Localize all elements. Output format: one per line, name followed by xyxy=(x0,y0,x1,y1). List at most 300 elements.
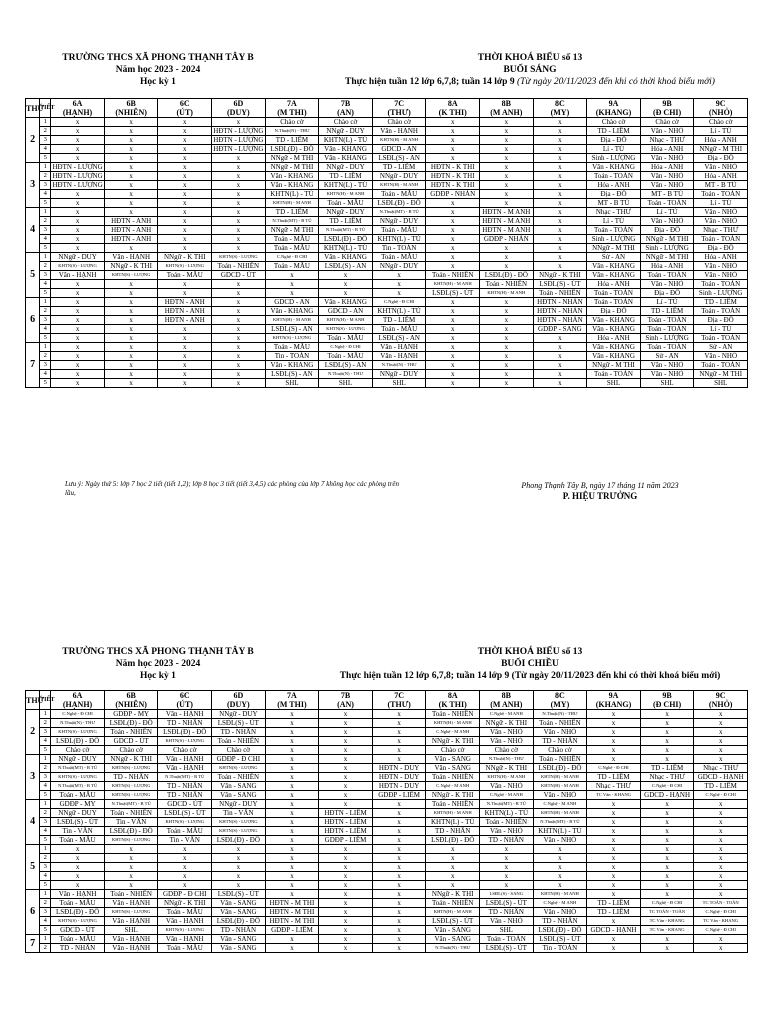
lesson-cell: x xyxy=(372,935,426,944)
lesson-cell: x xyxy=(319,764,373,773)
lesson-cell: Văn - SANG xyxy=(426,755,480,764)
day-cell: 7 xyxy=(26,935,40,953)
lesson-cell: x xyxy=(426,235,480,244)
period-number: 2 xyxy=(40,809,51,818)
lesson-cell: Văn - NHỎ xyxy=(480,917,534,926)
lesson-cell: Toán - TOÀN xyxy=(587,298,641,307)
lesson-cell: x xyxy=(372,289,426,298)
lesson-cell: Văn - HẠNH xyxy=(104,917,158,926)
class-teacher: (Đ CHI) xyxy=(652,108,682,117)
lesson-cell: HĐTN - K THI xyxy=(426,172,480,181)
lesson-cell: GDĐP - LIÊM xyxy=(372,791,426,800)
class-header xyxy=(104,99,158,118)
lesson-cell: LSĐL(S) - AN xyxy=(319,361,373,370)
lesson-cell: Văn - SANG xyxy=(212,908,266,917)
col-tiet: TIẾT xyxy=(40,691,51,710)
lesson-cell: Lí - TÚ xyxy=(640,298,694,307)
lesson-cell: x xyxy=(480,298,534,307)
lesson-cell: x xyxy=(480,199,534,208)
school-year: Năm học 2023 - 2024 xyxy=(115,659,201,669)
lesson-cell: LSĐL(S) - ÚT xyxy=(212,890,266,899)
lesson-cell: x xyxy=(104,307,158,316)
lesson-cell: x xyxy=(372,280,426,289)
lesson-cell: x xyxy=(694,719,748,728)
lesson-cell: x xyxy=(104,854,158,863)
class-teacher: (DUY) xyxy=(227,108,250,117)
header-row xyxy=(26,691,748,710)
class-header xyxy=(640,99,694,118)
lesson-cell: TD - LIÊM xyxy=(640,764,694,773)
lesson-cell: GDĐP - LIÊM xyxy=(319,836,373,845)
lesson-cell: N.Thuật(MT) - B TÚ xyxy=(372,208,426,217)
class-header xyxy=(319,99,373,118)
class-teacher: (NHIÊN) xyxy=(115,108,147,117)
period-row xyxy=(26,325,748,334)
lesson-cell: x xyxy=(480,334,534,343)
class-code: 6A xyxy=(72,691,83,700)
lesson-cell: N.Thuật(N) - THƯ xyxy=(51,719,105,728)
period-row xyxy=(26,163,748,172)
lesson-cell: NNgữ - M THI xyxy=(265,226,319,235)
sign-date: Phong Thạnh Tây B, ngày 17 tháng 11 năm 2023 xyxy=(521,481,679,490)
period-row xyxy=(26,289,748,298)
lesson-cell: x xyxy=(640,737,694,746)
lesson-cell: TD - NHÂN xyxy=(158,719,212,728)
lesson-cell: x xyxy=(265,863,319,872)
lesson-cell: HĐTN - DUY xyxy=(372,773,426,782)
lesson-cell: Văn - HẠNH xyxy=(158,764,212,773)
lesson-cell: NNgữ - DUY xyxy=(372,262,426,271)
subtitle-note: (Từ ngày 20/11/2023 đến khi có thời khoá biểu mới) xyxy=(516,77,715,87)
lesson-cell: x xyxy=(533,208,587,217)
period-row xyxy=(26,719,748,728)
lesson-cell: GDĐP - SANG xyxy=(533,325,587,334)
lesson-cell: x xyxy=(319,289,373,298)
lesson-cell: KHTN(S) - LƯỢNG xyxy=(158,737,212,746)
lesson-cell: x xyxy=(533,163,587,172)
lesson-cell: KHTN(L) - TÚ xyxy=(372,235,426,244)
period-row xyxy=(26,361,748,370)
lesson-cell: Địa - ĐỒ xyxy=(694,244,748,253)
lesson-cell: x xyxy=(587,845,641,854)
lesson-cell: x xyxy=(104,863,158,872)
lesson-cell: Toán - NHIÊN xyxy=(426,899,480,908)
lesson-cell: x xyxy=(533,370,587,379)
lesson-cell: x xyxy=(640,935,694,944)
lesson-cell: x xyxy=(372,728,426,737)
lesson-cell: x xyxy=(319,800,373,809)
lesson-cell: x xyxy=(51,334,105,343)
lesson-cell: KHTN(H) - M ANH xyxy=(480,289,534,298)
lesson-cell: Văn - KHANG xyxy=(587,352,641,361)
lesson-cell: x xyxy=(265,827,319,836)
lesson-cell: NNgữ - M THI xyxy=(694,370,748,379)
lesson-cell: GDĐP - LIÊM xyxy=(265,926,319,935)
class-header xyxy=(372,691,426,710)
period-number: 3 xyxy=(40,316,51,325)
lesson-cell: Toán - MẪU xyxy=(372,325,426,334)
lesson-cell: SHL xyxy=(694,379,748,388)
lesson-cell: KHTN(H) - M ANH xyxy=(319,190,373,199)
class-code: 9A xyxy=(608,691,619,700)
lesson-cell: x xyxy=(533,863,587,872)
subtitle-text: Thực hiện tuần 12 lớp 6,7,8; tuần 14 lớp 9 xyxy=(345,77,515,87)
lesson-cell: x xyxy=(104,845,158,854)
lesson-cell: Sử - AN xyxy=(694,343,748,352)
lesson-cell: x xyxy=(158,136,212,145)
period-row xyxy=(26,773,748,782)
lesson-cell: x xyxy=(212,872,266,881)
lesson-cell: GDĐP - NHÀN xyxy=(426,190,480,199)
lesson-cell: KHTN(S) - LƯỢNG xyxy=(51,262,105,271)
signer-title: P. HIỆU TRƯỞNG xyxy=(562,491,638,501)
lesson-cell: HĐTN - K THI xyxy=(426,181,480,190)
lesson-cell: x xyxy=(212,154,266,163)
lesson-cell: Văn - SANG xyxy=(212,899,266,908)
lesson-cell: HĐTN - DUY xyxy=(372,782,426,791)
class-code: 6D xyxy=(233,99,244,108)
lesson-cell: Tin - VÂN xyxy=(104,818,158,827)
lesson-cell: LSĐL(Đ) - ĐỒ xyxy=(212,917,266,926)
lesson-cell: x xyxy=(319,782,373,791)
lesson-cell: x xyxy=(319,890,373,899)
period-number: 5 xyxy=(40,836,51,845)
lesson-cell: Văn - NHỎ xyxy=(694,271,748,280)
lesson-cell: Toán - MẪU xyxy=(319,352,373,361)
lesson-cell: x xyxy=(265,782,319,791)
timetable-title-2 xyxy=(300,646,760,682)
lesson-cell: x xyxy=(319,908,373,917)
lesson-cell: x xyxy=(426,370,480,379)
lesson-cell: KHTN(H) - M ANH xyxy=(533,809,587,818)
lesson-cell: Toán - MẪU xyxy=(158,271,212,280)
lesson-cell: HĐTN - M THI xyxy=(265,899,319,908)
lesson-cell: LSĐL(S) - AN xyxy=(319,262,373,271)
lesson-cell: x xyxy=(158,226,212,235)
lesson-cell: x xyxy=(158,289,212,298)
lesson-cell: x xyxy=(640,890,694,899)
lesson-cell: Tin - VÂN xyxy=(158,836,212,845)
lesson-cell: TD - LIÊM xyxy=(265,208,319,217)
lesson-cell: NNgữ - K THI xyxy=(158,899,212,908)
lesson-cell: C.Nghệ - M ANH xyxy=(480,710,534,719)
lesson-cell: TD - LIÊM xyxy=(319,172,373,181)
lesson-cell: KHTN(S) - LƯỢNG xyxy=(212,764,266,773)
lesson-cell: Hóa - ANH xyxy=(694,253,748,262)
lesson-cell: x xyxy=(104,280,158,289)
lesson-cell: x xyxy=(426,334,480,343)
lesson-cell: x xyxy=(319,863,373,872)
lesson-cell: NNgữ - DUY xyxy=(372,370,426,379)
lesson-cell: LSĐL(S) - ÚT xyxy=(158,809,212,818)
lesson-cell: Chào cờ xyxy=(533,746,587,755)
lesson-cell: TD - NHÂN xyxy=(51,944,105,953)
lesson-cell: x xyxy=(212,370,266,379)
lesson-cell: x xyxy=(426,307,480,316)
lesson-cell: TD - NHÂN xyxy=(212,926,266,935)
lesson-cell: x xyxy=(51,343,105,352)
title-session: BUỔI CHIỀU xyxy=(501,659,559,669)
period-row xyxy=(26,181,748,190)
period-number: 5 xyxy=(40,154,51,163)
lesson-cell: x xyxy=(372,881,426,890)
class-header xyxy=(426,691,480,710)
lesson-cell: C.Nghệ - Đ CHI xyxy=(640,899,694,908)
lesson-cell: KHTN(H) - M ANH xyxy=(533,890,587,899)
lesson-cell: Toán - NHIÊN xyxy=(426,800,480,809)
lesson-cell: GDĐP - Đ CHI xyxy=(158,890,212,899)
lesson-cell: x xyxy=(51,872,105,881)
period-number: 5 xyxy=(40,881,51,890)
class-teacher: (M ANH) xyxy=(490,700,523,709)
lesson-cell: HĐTN - LƯỢNG xyxy=(213,145,264,153)
lesson-cell: x xyxy=(640,872,694,881)
lesson-cell: x xyxy=(265,289,319,298)
lesson-cell: TC TOÁN - TOÀN xyxy=(640,908,694,917)
lesson-cell: x xyxy=(533,379,587,388)
lesson-cell: Văn - NHỎ xyxy=(533,728,587,737)
lesson-cell: GDCD - ÚT xyxy=(104,737,158,746)
period-number: 5 xyxy=(40,379,51,388)
lesson-cell: Toán - MẪU xyxy=(319,199,373,208)
lesson-cell: Văn - KHANG xyxy=(319,145,373,154)
lesson-cell: NNgữ - M THI xyxy=(265,163,319,172)
lesson-cell: HĐTN - LIÊM xyxy=(319,827,373,836)
lesson-cell: HĐTN - LƯỢNG xyxy=(52,172,103,180)
lesson-cell: x xyxy=(319,280,373,289)
lesson-cell: C.Nghệ - M ANH xyxy=(426,782,480,791)
lesson-cell: x xyxy=(319,872,373,881)
period-number: 2 xyxy=(40,764,51,773)
lesson-cell: x xyxy=(480,863,534,872)
lesson-cell: x xyxy=(158,845,212,854)
lesson-cell: x xyxy=(587,890,641,899)
lesson-cell: x xyxy=(319,935,373,944)
lesson-cell: Hóa - ANH xyxy=(694,172,748,181)
lesson-cell: Văn - HẠNH xyxy=(104,935,158,944)
lesson-cell: Văn - HẠNH xyxy=(158,755,212,764)
lesson-cell: x xyxy=(426,262,480,271)
lesson-cell: LSĐL(S) - ÚT xyxy=(51,818,105,827)
lesson-cell: x xyxy=(694,728,748,737)
lesson-cell: x xyxy=(694,746,748,755)
lesson-cell: TD - LIÊM xyxy=(319,217,373,226)
lesson-cell: Toán - NHIÊN xyxy=(480,818,534,827)
lesson-cell: Toán - TOÀN xyxy=(694,307,748,316)
lesson-cell: x xyxy=(426,217,480,226)
lesson-cell: C.Nghệ - Đ CHI xyxy=(587,764,641,773)
lesson-cell: NNgữ - M THI xyxy=(694,145,748,154)
lesson-cell: x xyxy=(265,890,319,899)
class-teacher: (Đ CHI) xyxy=(652,700,682,709)
period-number: 3 xyxy=(40,863,51,872)
title-session: BUỔI SÁNG xyxy=(503,65,557,75)
lesson-cell: x xyxy=(587,755,641,764)
class-teacher: (HẠNH) xyxy=(62,108,93,117)
lesson-cell: KHTN(S) - LƯỢNG xyxy=(104,764,158,773)
lesson-cell: x xyxy=(587,719,641,728)
lesson-cell: MT - B TÚ xyxy=(587,199,641,208)
lesson-cell: LSĐL(S) - AN xyxy=(372,154,426,163)
lesson-cell: TD - NHÂN xyxy=(533,737,587,746)
lesson-cell: NNgữ - K THI xyxy=(480,719,534,728)
period-row xyxy=(26,199,748,208)
lesson-cell: LSĐL(S) - ÚT xyxy=(426,289,480,298)
lesson-cell: KHTN(S) - LƯỢNG xyxy=(51,728,105,737)
lesson-cell: x xyxy=(104,334,158,343)
lesson-cell: x xyxy=(212,289,266,298)
class-code: 8B xyxy=(501,691,511,700)
lesson-cell: Lí - TÚ xyxy=(694,325,748,334)
period-number: 4 xyxy=(40,280,51,289)
lesson-cell: x xyxy=(480,136,534,145)
lesson-cell: Toán - TOÀN xyxy=(587,370,641,379)
lesson-cell: Văn - NHỎ xyxy=(533,908,587,917)
lesson-cell: x xyxy=(640,863,694,872)
lesson-cell: NNgữ - K THI xyxy=(480,764,534,773)
lesson-cell: x xyxy=(212,854,266,863)
lesson-cell: KHTN(H) - M ANH xyxy=(426,908,480,917)
school-year: Năm học 2023 - 2024 xyxy=(115,65,201,75)
lesson-cell: KHTN(S) - LƯỢNG xyxy=(104,791,158,800)
lesson-cell: x xyxy=(265,764,319,773)
lesson-cell: x xyxy=(694,737,748,746)
day-cell: 5 xyxy=(26,253,40,298)
lesson-cell: KHTN(H) - M ANH xyxy=(533,773,587,782)
lesson-cell: x xyxy=(372,827,426,836)
class-code: 8B xyxy=(501,99,511,108)
period-row xyxy=(26,737,748,746)
lesson-cell: x xyxy=(587,935,641,944)
lesson-cell: NNgữ - M THI xyxy=(587,361,641,370)
lesson-cell: Nhạc - THƯ xyxy=(640,136,694,145)
lesson-cell: x xyxy=(480,181,534,190)
lesson-cell: TD - NHÂN xyxy=(158,782,212,791)
lesson-cell: x xyxy=(158,881,212,890)
lesson-cell: x xyxy=(158,208,212,217)
lesson-cell: KHTN(L) - TÚ xyxy=(319,181,373,190)
lesson-cell: x xyxy=(640,719,694,728)
lesson-cell: KHTN(H) - M ANH xyxy=(426,719,480,728)
lesson-cell: LSĐL(Đ) - ĐỒ xyxy=(533,764,587,773)
lesson-cell: x xyxy=(319,899,373,908)
lesson-cell: x xyxy=(265,935,319,944)
lesson-cell: TC Văn - KHANG xyxy=(640,917,694,926)
lesson-cell: C.Nghệ - Đ CHI xyxy=(319,343,373,352)
lesson-cell: x xyxy=(51,298,105,307)
day-cell: 4 xyxy=(26,800,40,845)
lesson-cell: x xyxy=(640,881,694,890)
lesson-cell: x xyxy=(533,190,587,199)
class-code: 6D xyxy=(233,691,244,700)
lesson-cell: GDCD - HẠNH xyxy=(694,773,748,782)
lesson-cell: x xyxy=(480,163,534,172)
lesson-cell: Chào cờ xyxy=(694,118,748,127)
period-number: 4 xyxy=(40,325,51,334)
lesson-cell: x xyxy=(104,316,158,325)
lesson-cell: x xyxy=(104,199,158,208)
lesson-cell: HĐTN - M ANH xyxy=(480,217,534,226)
lesson-cell: Văn - NHỎ xyxy=(533,836,587,845)
lesson-cell: x xyxy=(426,127,480,136)
lesson-cell: Toán - NHIÊN xyxy=(426,710,480,719)
class-header xyxy=(319,691,373,710)
lesson-cell: x xyxy=(158,244,212,253)
lesson-cell: Sinh - LƯỢNG xyxy=(640,334,694,343)
class-header xyxy=(104,691,158,710)
lesson-cell: C.Nghệ - Đ CHI xyxy=(640,782,694,791)
lesson-cell: NNgữ - DUY xyxy=(212,800,266,809)
lesson-cell: Văn - NHỎ xyxy=(640,181,694,190)
col-thu: THỨ xyxy=(26,691,40,710)
lesson-cell: Sử - AN xyxy=(640,352,694,361)
lesson-cell: x xyxy=(533,881,587,890)
lesson-cell: Văn - HẠNH xyxy=(51,890,105,899)
lesson-cell: x xyxy=(158,280,212,289)
period-number: 4 xyxy=(40,737,51,746)
period-number: 4 xyxy=(40,872,51,881)
lesson-cell: N.Thuật(MT) - B TÚ xyxy=(158,773,212,782)
lesson-cell: x xyxy=(480,361,534,370)
lesson-cell: x xyxy=(533,872,587,881)
lesson-cell: Văn - KHANG xyxy=(587,325,641,334)
day-cell: 2 xyxy=(26,710,40,755)
period-row xyxy=(26,316,748,325)
lesson-cell: HĐTN - LƯỢNG xyxy=(213,127,264,135)
lesson-cell: MT - B TÚ xyxy=(640,190,694,199)
lesson-cell: TD - LIÊM xyxy=(265,136,319,145)
class-header xyxy=(212,99,266,118)
period-row xyxy=(26,343,748,352)
lesson-cell: Sinh - LƯỢNG xyxy=(587,235,641,244)
lesson-cell: x xyxy=(319,737,373,746)
lesson-cell: Văn - NHỎ xyxy=(480,827,534,836)
period-row xyxy=(26,845,748,854)
lesson-cell: Toán - TOÀN xyxy=(640,316,694,325)
lesson-cell: SHL xyxy=(319,379,373,388)
day-cell: 6 xyxy=(26,298,40,343)
class-header xyxy=(265,99,319,118)
lesson-cell: C.Nghệ - M ANH xyxy=(480,791,534,800)
class-code: 8A xyxy=(447,691,458,700)
lesson-cell: x xyxy=(587,836,641,845)
period-number: 4 xyxy=(40,235,51,244)
lesson-cell: x xyxy=(51,352,105,361)
lesson-cell: x xyxy=(426,298,480,307)
lesson-cell: x xyxy=(265,737,319,746)
lesson-cell: x xyxy=(480,854,534,863)
lesson-cell: HĐTN - M THI xyxy=(265,908,319,917)
lesson-cell: x xyxy=(640,818,694,827)
lesson-cell: x xyxy=(319,710,373,719)
lesson-cell: x xyxy=(51,854,105,863)
lesson-cell: x xyxy=(158,154,212,163)
lesson-cell: GDCD - ÚT xyxy=(212,271,266,280)
lesson-cell: x xyxy=(533,226,587,235)
lesson-cell: x xyxy=(265,944,319,953)
lesson-cell: N.Thuật(N) - THƯ xyxy=(533,710,587,719)
lesson-cell: x xyxy=(104,361,158,370)
lesson-cell: Văn - SANG xyxy=(212,782,266,791)
lesson-cell: x xyxy=(319,791,373,800)
period-row xyxy=(26,370,748,379)
period-number: 1 xyxy=(40,890,51,899)
period-row xyxy=(26,827,748,836)
lesson-cell: Toán - MẪU xyxy=(319,334,373,343)
lesson-cell: Toán - TOÀN xyxy=(587,172,641,181)
period-row xyxy=(26,118,748,127)
lesson-cell: x xyxy=(158,163,212,172)
